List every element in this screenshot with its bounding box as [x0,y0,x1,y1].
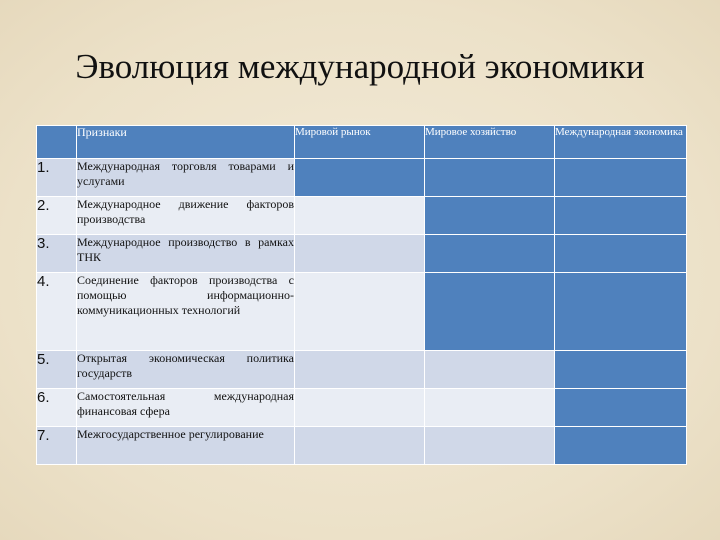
cell-world-market [295,159,425,197]
row-number: 2. [37,197,77,235]
cell-world-market [295,235,425,273]
row-feature: Самостоятельная международная финансовая сфера [77,389,295,427]
row-number: 7. [37,427,77,465]
row-feature: Международная торговля товарами и услугами [77,159,295,197]
cell-world-market [295,197,425,235]
header-world-economy: Мировое хозяйство [425,126,555,159]
evolution-table [36,125,687,465]
row-feature: Международное производство в рамках ТНК [77,235,295,273]
header-world-market: Мировой рынок [295,126,425,159]
cell-international-economics [555,273,687,351]
cell-international-economics [555,389,687,427]
cell-world-market [295,389,425,427]
row-number: 5. [37,351,77,389]
cell-world-economy [425,159,555,197]
row-number: 3. [37,235,77,273]
cell-world-market [295,351,425,389]
cell-world-market [295,273,425,351]
header-number [37,126,77,159]
header-international-economics: Международная экономика [555,126,687,159]
cell-international-economics [555,427,687,465]
row-feature: Открытая экономическая политика государств [77,351,295,389]
table-row [37,389,687,427]
cell-world-economy [425,273,555,351]
table-header-row [37,126,687,159]
row-number: 1. [37,159,77,197]
row-feature: Соединение факторов производства с помощью информационно-коммуникационных технологий [77,273,295,351]
row-number: 6. [37,389,77,427]
cell-international-economics [555,351,687,389]
table-row [37,273,687,351]
cell-world-economy [425,351,555,389]
cell-world-market [295,427,425,465]
table-row [37,351,687,389]
header-feature: Признаки [77,126,295,159]
table-row [37,197,687,235]
cell-international-economics [555,159,687,197]
cell-world-economy [425,235,555,273]
row-number: 4. [37,273,77,351]
table-row [37,427,687,465]
cell-world-economy [425,427,555,465]
row-feature: Межгосударственное регулирование [77,427,295,465]
cell-international-economics [555,197,687,235]
cell-international-economics [555,235,687,273]
table-row [37,159,687,197]
page-title: Эволюция международной экономики [75,47,645,86]
row-feature: Международное движение факторов производства [77,197,295,235]
table-row [37,235,687,273]
cell-world-economy [425,197,555,235]
cell-world-economy [425,389,555,427]
